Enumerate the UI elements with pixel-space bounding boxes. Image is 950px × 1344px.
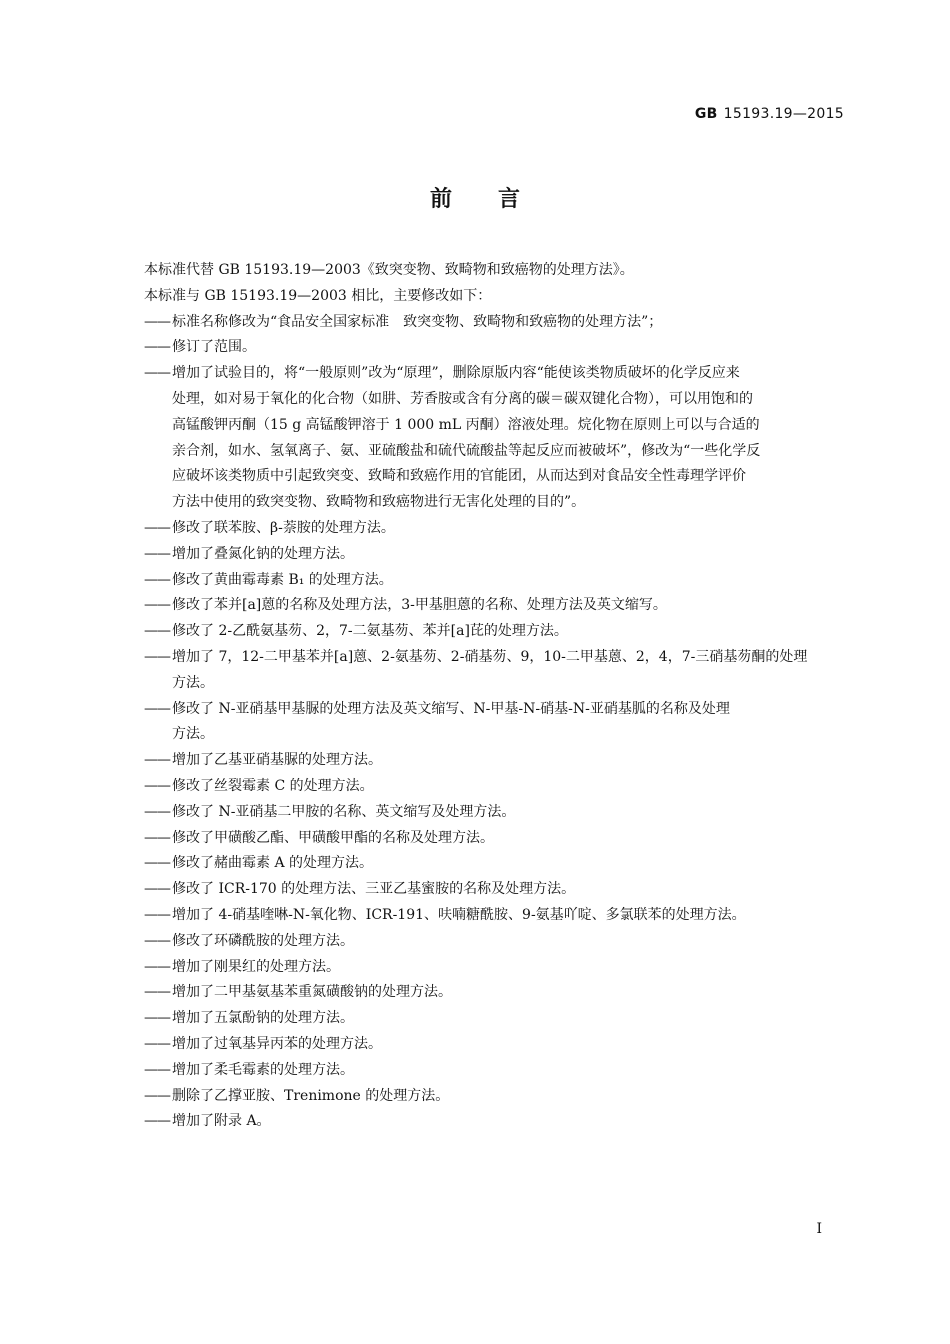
list-item-text: 增加了附录 A。 — [172, 1113, 271, 1130]
dash-marker: —— — [144, 984, 170, 1001]
list-item — [144, 1058, 844, 1084]
dash-marker: —— — [144, 571, 170, 588]
dash-marker: —— — [144, 597, 170, 614]
list-item — [144, 542, 844, 568]
dash-marker: —— — [144, 1113, 170, 1130]
dash-marker: —— — [144, 648, 170, 665]
standard-prefix: GB — [694, 106, 718, 122]
list-item — [144, 877, 844, 903]
list-item-text: 删除了乙撑亚胺、Trenimone 的处理方法。 — [172, 1087, 450, 1104]
list-item — [144, 826, 844, 852]
dash-marker: —— — [144, 906, 170, 923]
page-number: I — [816, 1221, 822, 1237]
list-item-text: 增加了 7，12-二甲基苯并[a]蒽、2-氨基芴、2-硝基芴、9，10-二甲基蒽、2，4，7-三硝基芴酮的处理 方法。 — [172, 648, 808, 691]
list-item — [144, 903, 844, 929]
list-item — [144, 955, 844, 981]
dash-marker: —— — [144, 752, 170, 769]
list-item — [144, 929, 844, 955]
list-item-text: 修改了 ICR-170 的处理方法、三亚乙基蜜胺的名称及处理方法。 — [172, 881, 576, 898]
dash-marker: —— — [144, 881, 170, 898]
dash-marker: —— — [144, 339, 170, 356]
dash-marker: —— — [144, 700, 170, 717]
list-item-text: 修改了联苯胺、β-萘胺的处理方法。 — [172, 519, 395, 536]
list-item-text: 增加了柔毛霉素的处理方法。 — [172, 1061, 354, 1078]
list-item — [144, 1109, 844, 1135]
list-item-text: 修改了 N-亚硝基二甲胺的名称、英文缩写及处理方法。 — [172, 803, 516, 820]
list-item — [144, 619, 844, 645]
list-item — [144, 774, 844, 800]
dash-marker: —— — [144, 313, 170, 330]
list-item-text: 增加了试验目的，将“一般原则”改为“原理”，删除原版内容“能使该类物质破坏的化学反应来 处理，如对易于氧化的化合物（如肼、芳香胺或含有分离的碳＝碳双键化合物），可以用饱和的 高锰酸钾丙酮（15 g 高锰酸钾溶于 1 000 mL 丙酮）溶液处理。烷化物在原则上可以与合适的 亲合剂，如水、氢氧离子、氨、亚硫酸盐和硫代硫酸盐等起反应而被破坏”，修改为“一些化学反 应破坏该类物质中引起致突变、致畸和致癌作用的官能团，从而达到对食品安全性毒理学评价 方法中使用的致突变物、致畸物和致癌物进行无害化处理的目的”。 — [172, 365, 761, 511]
list-item — [144, 851, 844, 877]
list-item — [144, 1032, 844, 1058]
dash-marker: —— — [144, 803, 170, 820]
list-item — [144, 645, 844, 697]
list-item — [144, 800, 844, 826]
standard-number: 15193.19—2015 — [723, 106, 844, 122]
list-item-text: 增加了刚果红的处理方法。 — [172, 958, 340, 975]
list-item-text: 修改了环磷酰胺的处理方法。 — [172, 932, 354, 949]
dash-marker: —— — [144, 777, 170, 794]
dash-marker: —— — [144, 365, 170, 382]
intro-paragraph: 本标准代替 GB 15193.19—2003《致突变物、致畸物和致癌物的处理方法》。 — [144, 262, 634, 278]
dash-marker: —— — [144, 623, 170, 640]
list-item-text: 修改了丝裂霉素 C 的处理方法。 — [172, 777, 374, 794]
list-item-text: 标准名称修改为“食品安全国家标准 致突变物、致畸物和致癌物的处理方法”； — [172, 313, 663, 330]
dash-marker: —— — [144, 545, 170, 562]
list-item-text: 增加了叠氮化钠的处理方法。 — [172, 545, 354, 562]
list-item-text: 修改了赭曲霉素 A 的处理方法。 — [172, 855, 374, 872]
list-item — [144, 980, 844, 1006]
list-item — [144, 697, 844, 749]
list-item — [144, 310, 844, 336]
list-item — [144, 335, 844, 361]
dash-marker: —— — [144, 1035, 170, 1052]
dash-marker: —— — [144, 519, 170, 536]
change-list — [144, 310, 844, 1136]
list-item — [144, 361, 844, 516]
foreword-body — [144, 258, 844, 1135]
dash-marker: —— — [144, 829, 170, 846]
dash-marker: —— — [144, 1087, 170, 1104]
list-item-text: 修订了范围。 — [172, 339, 256, 356]
list-item-text: 修改了 2-乙酰氨基芴、2，7-二氨基芴、苯并[a]芘的处理方法。 — [172, 623, 568, 640]
dash-marker: —— — [144, 1010, 170, 1027]
list-item — [144, 748, 844, 774]
list-item — [144, 516, 844, 542]
list-item-text: 增加了二甲基氨基苯重氮磺酸钠的处理方法。 — [172, 984, 452, 1001]
list-item — [144, 1084, 844, 1110]
list-item-text: 增加了五氯酚钠的处理方法。 — [172, 1010, 354, 1027]
list-item-text: 修改了苯并[a]蒽的名称及处理方法，3-甲基胆蒽的名称、处理方法及英文缩写。 — [172, 597, 667, 614]
list-item-text: 增加了乙基亚硝基脲的处理方法。 — [172, 752, 382, 769]
dash-marker: —— — [144, 958, 170, 975]
intro-paragraph: 本标准与 GB 15193.19—2003 相比，主要修改如下： — [144, 287, 492, 304]
list-item — [144, 568, 844, 594]
dash-marker: —— — [144, 932, 170, 949]
page-title: 前言 — [429, 187, 566, 212]
standard-code — [695, 106, 844, 122]
list-item-text: 增加了 4-硝基喹啉-N-氧化物、ICR-191、呋喃糖酰胺、9-氨基吖啶、多氯联苯的处理方法。 — [172, 906, 746, 923]
list-item — [144, 1006, 844, 1032]
list-item-text: 修改了黄曲霉毒素 B₁ 的处理方法。 — [172, 571, 393, 588]
dash-marker: —— — [144, 1061, 170, 1078]
list-item-text: 增加了过氧基异丙苯的处理方法。 — [172, 1035, 382, 1052]
dash-marker: —— — [144, 855, 170, 872]
list-item-text: 修改了 N-亚硝基甲基脲的处理方法及英文缩写、N-甲基-N-硝基-N-亚硝基胍的名称及处理 方法。 — [172, 700, 730, 743]
list-item-text: 修改了甲磺酸乙酯、甲磺酸甲酯的名称及处理方法。 — [172, 829, 494, 846]
list-item — [144, 593, 844, 619]
